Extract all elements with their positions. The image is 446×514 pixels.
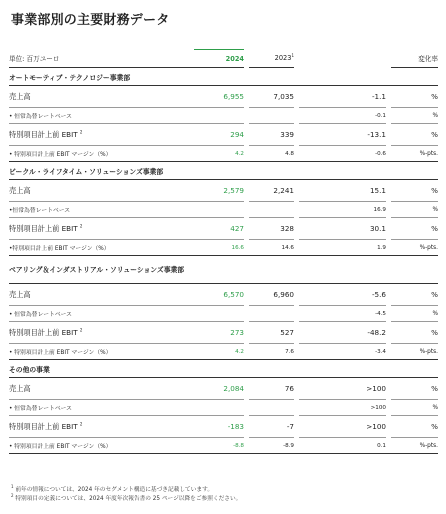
value-2024: 294 bbox=[194, 124, 244, 146]
value-2023: 7.6 bbox=[249, 344, 294, 360]
change-unit: % bbox=[391, 400, 438, 416]
change-unit: % bbox=[391, 180, 438, 202]
row-label: 売上高 bbox=[9, 86, 194, 108]
change-value: 30.1 bbox=[299, 218, 386, 240]
row-label: 特別項目計上前 EBIT $^2$ bbox=[9, 322, 194, 344]
table-row bbox=[9, 180, 438, 202]
change-value: 15.1 bbox=[299, 180, 386, 202]
value-2023: 14.6 bbox=[249, 240, 294, 256]
year-2024-header: 2024 bbox=[194, 50, 244, 68]
change-value: 0.1 bbox=[299, 438, 386, 454]
value-2024: 6,570 bbox=[194, 284, 244, 306]
value-2023: 7,035 bbox=[249, 86, 294, 108]
change-value: >100 bbox=[299, 378, 386, 400]
change-value: -5.6 bbox=[299, 284, 386, 306]
segment-title: オートモーティブ・テクノロジー事業部 bbox=[9, 68, 438, 86]
value-2024: 6,955 bbox=[194, 86, 244, 108]
change-value: >100 bbox=[299, 400, 386, 416]
segment-header bbox=[9, 162, 438, 180]
row-label: • 恒常為替レートベース bbox=[9, 306, 194, 322]
segment-title: その他の事業 bbox=[9, 360, 438, 378]
value-2024: 273 bbox=[194, 322, 244, 344]
value-2023: -8.9 bbox=[249, 438, 294, 454]
change-value: -13.1 bbox=[299, 124, 386, 146]
row-label: 特別項目計上前 EBIT $^2$ bbox=[9, 218, 194, 240]
change-unit: % bbox=[391, 416, 438, 438]
change-unit: % bbox=[391, 322, 438, 344]
row-label: 売上高 bbox=[9, 378, 194, 400]
footnote-2: $^2$ 特別項目の定義については、2024 年度年次報告書の 25 ページ以降をご参照ください。 bbox=[11, 493, 242, 502]
row-label: 特別項目計上前 EBIT $^2$ bbox=[9, 124, 194, 146]
value-2023: -7 bbox=[249, 416, 294, 438]
change-unit: % bbox=[391, 202, 438, 218]
table-row bbox=[9, 284, 438, 306]
change-unit: % bbox=[391, 108, 438, 124]
value-2024: 427 bbox=[194, 218, 244, 240]
change-unit: %-pts. bbox=[391, 438, 438, 454]
value-2024 bbox=[194, 306, 244, 322]
table-row bbox=[9, 202, 438, 218]
value-2023: 2,241 bbox=[249, 180, 294, 202]
row-label: 売上高 bbox=[9, 284, 194, 306]
value-2024 bbox=[194, 400, 244, 416]
table-row bbox=[9, 378, 438, 400]
row-label: 特別項目計上前 EBIT $^2$ bbox=[9, 416, 194, 438]
value-2023: 76 bbox=[249, 378, 294, 400]
segment-title: ベアリング＆インダストリアル・ソリューションズ事業部 bbox=[9, 256, 194, 284]
change-header: 変化率 bbox=[391, 50, 438, 68]
change-unit: %-pts. bbox=[391, 240, 438, 256]
value-2024: 2,084 bbox=[194, 378, 244, 400]
value-2024: 4.2 bbox=[194, 146, 244, 162]
change-value: >100 bbox=[299, 416, 386, 438]
segment-header bbox=[9, 256, 438, 284]
table-row bbox=[9, 124, 438, 146]
change-unit: % bbox=[391, 378, 438, 400]
table-row bbox=[9, 218, 438, 240]
value-2024: -183 bbox=[194, 416, 244, 438]
table-row bbox=[9, 400, 438, 416]
value-2024 bbox=[194, 202, 244, 218]
row-label: 売上高 bbox=[9, 180, 194, 202]
row-label: • 恒常為替レートベース bbox=[9, 108, 194, 124]
segment-header bbox=[9, 360, 438, 378]
table-row bbox=[9, 146, 438, 162]
change-unit: % bbox=[391, 284, 438, 306]
table-row bbox=[9, 322, 438, 344]
value-2024: 2,579 bbox=[194, 180, 244, 202]
change-unit: %-pts. bbox=[391, 146, 438, 162]
table-row bbox=[9, 344, 438, 360]
segment-title: ビークル・ライフタイム・ソリューションズ事業部 bbox=[9, 162, 438, 180]
change-unit: % bbox=[391, 306, 438, 322]
value-2023: 328 bbox=[249, 218, 294, 240]
value-2024 bbox=[194, 108, 244, 124]
row-label: • 特別項目計上前 EBIT マージン（%） bbox=[9, 146, 194, 162]
change-value: -4.5 bbox=[299, 306, 386, 322]
value-2023: 4.8 bbox=[249, 146, 294, 162]
change-value: -1.1 bbox=[299, 86, 386, 108]
table-row bbox=[9, 306, 438, 322]
change-value: -48.2 bbox=[299, 322, 386, 344]
change-value: 1.9 bbox=[299, 240, 386, 256]
footnote-1: $^1$ 前年の情報については、2024 年のセグメント構造に基づき記載しています。 bbox=[11, 484, 214, 493]
table-row bbox=[9, 108, 438, 124]
value-2023: 6,960 bbox=[249, 284, 294, 306]
segment-header bbox=[9, 68, 438, 86]
year-2023-header: 2023$^1$ bbox=[249, 50, 294, 68]
table-body bbox=[9, 50, 438, 454]
value-2024: 4.2 bbox=[194, 344, 244, 360]
table-row bbox=[9, 416, 438, 438]
table-row bbox=[9, 240, 438, 256]
row-label: • 恒常為替レートベース bbox=[9, 400, 194, 416]
change-value: -0.1 bbox=[299, 108, 386, 124]
value-2023: 339 bbox=[249, 124, 294, 146]
table-row bbox=[9, 86, 438, 108]
value-2024: -8.8 bbox=[194, 438, 244, 454]
change-unit: % bbox=[391, 124, 438, 146]
footnotes bbox=[11, 486, 436, 504]
row-label: •恒常為替レートベース bbox=[9, 202, 194, 218]
value-2024: 16.6 bbox=[194, 240, 244, 256]
financial-table bbox=[9, 49, 438, 454]
value-2023 bbox=[249, 400, 294, 416]
row-label: •特別項目計上前 EBIT マージン（%） bbox=[9, 240, 194, 256]
change-value: 16.9 bbox=[299, 202, 386, 218]
value-2023 bbox=[249, 108, 294, 124]
header-row bbox=[9, 50, 438, 68]
row-label: • 特別項目計上前 EBIT マージン（%） bbox=[9, 438, 194, 454]
value-2023 bbox=[249, 202, 294, 218]
page-title: 事業部別の主要財務データ bbox=[11, 13, 170, 28]
change-unit: %-pts. bbox=[391, 344, 438, 360]
unit-header: 単位: 百万ユーロ bbox=[9, 50, 194, 68]
value-2023: 527 bbox=[249, 322, 294, 344]
table-row bbox=[9, 438, 438, 454]
row-label: • 特別項目計上前 EBIT マージン（%） bbox=[9, 344, 194, 360]
change-unit: % bbox=[391, 218, 438, 240]
value-2023 bbox=[249, 306, 294, 322]
change-value: -3.4 bbox=[299, 344, 386, 360]
change-unit: % bbox=[391, 86, 438, 108]
change-value: -0.6 bbox=[299, 146, 386, 162]
